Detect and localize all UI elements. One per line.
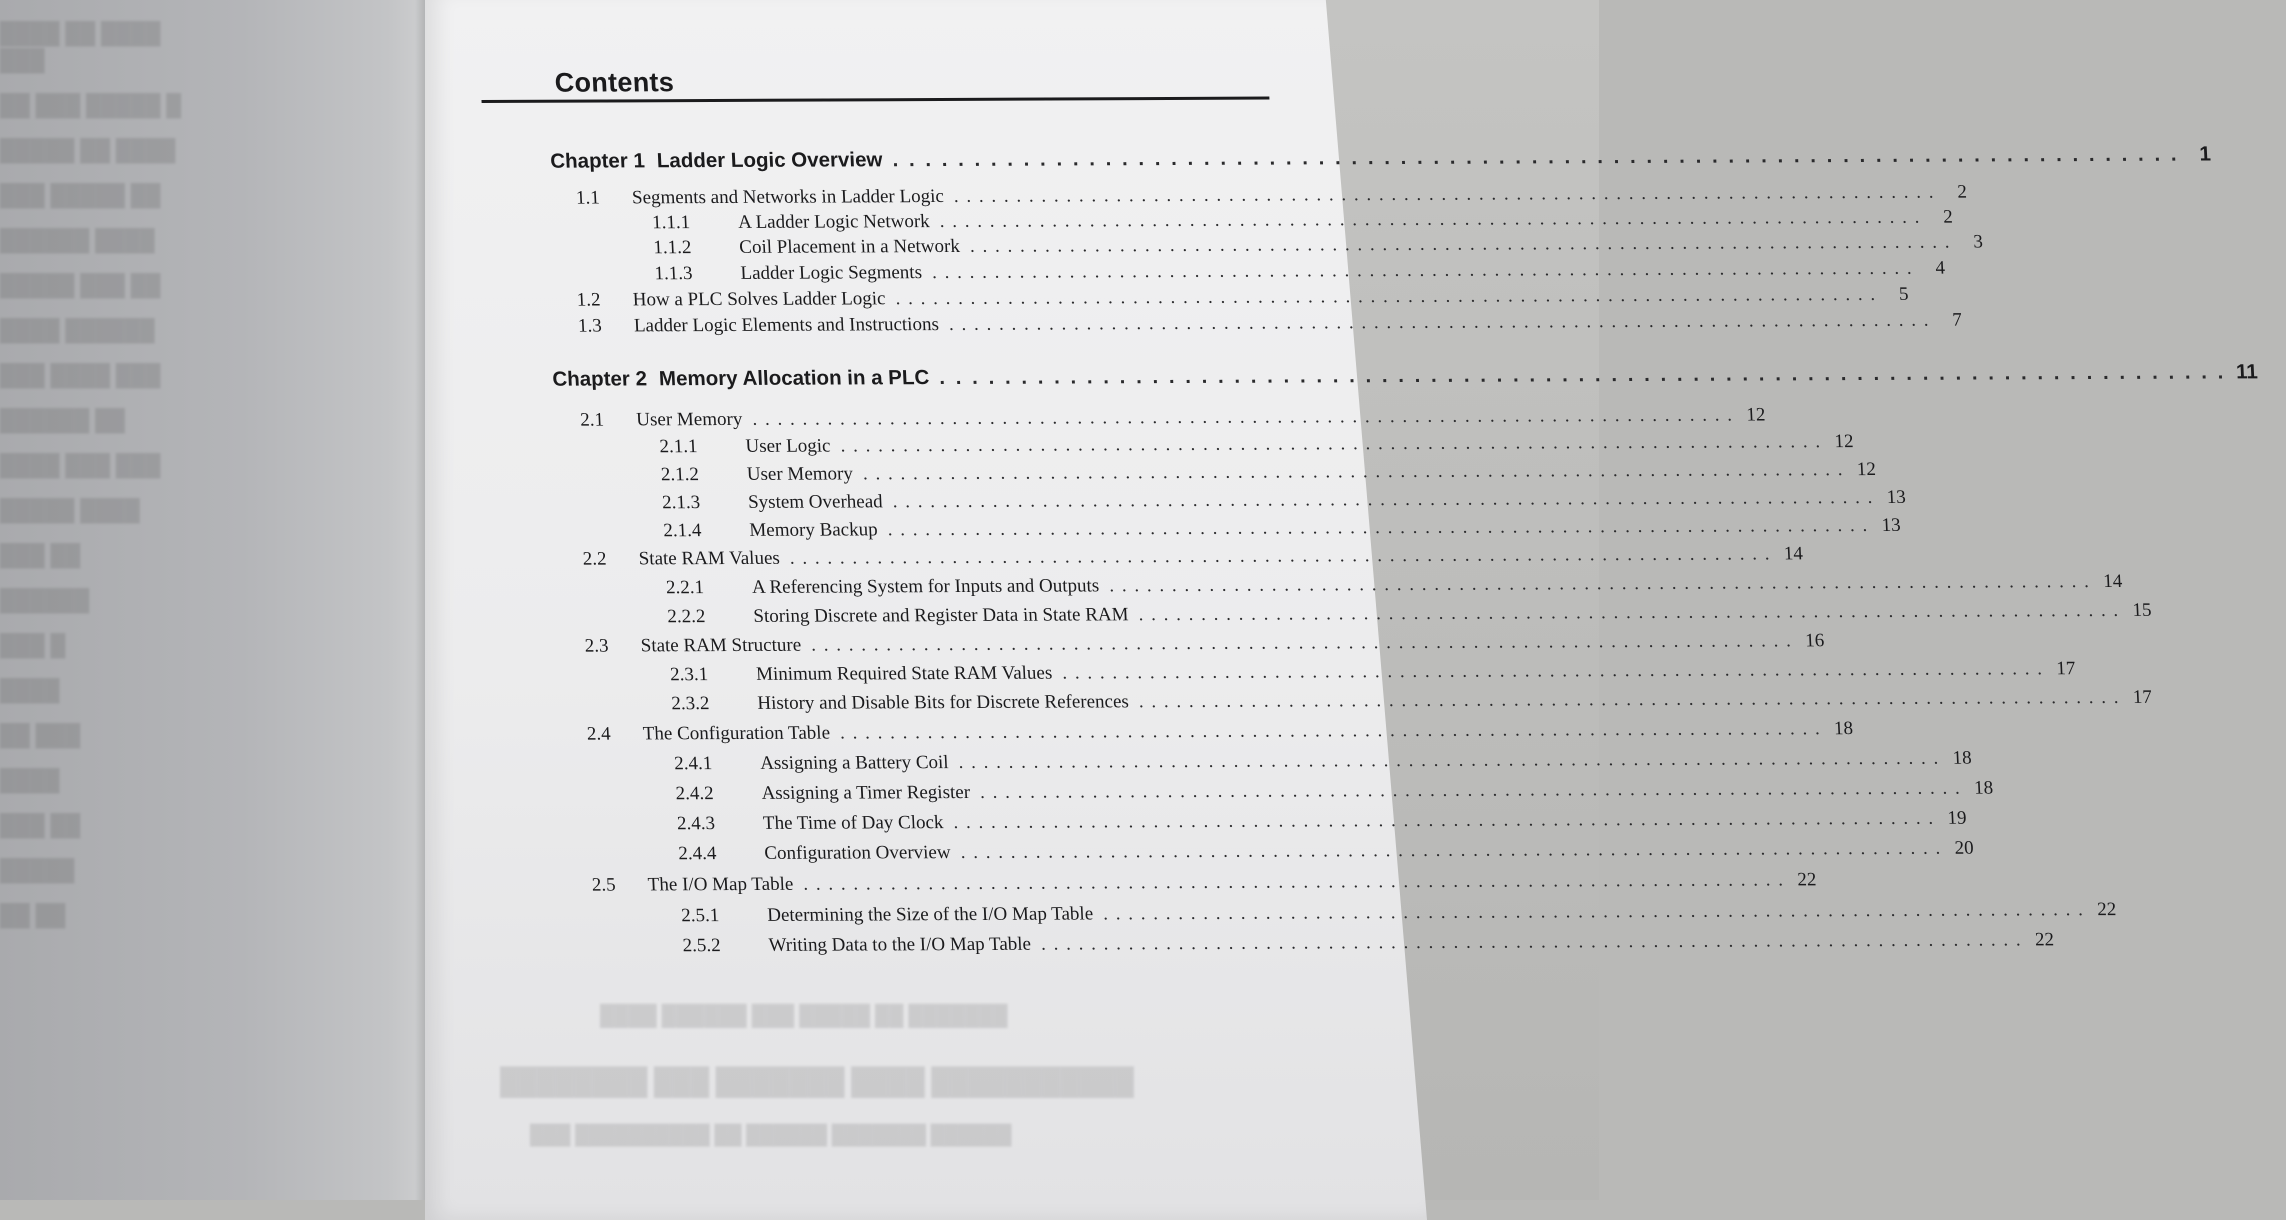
entry-number: 2.4.4 [677,843,717,865]
toc-section-entry [584,630,1825,657]
toc-section-entry [591,869,1817,896]
entry-title: Storing Discrete and Register Data in State RAM [752,604,1129,627]
table-of-contents [480,64,2259,988]
entry-number: 2.4 [586,723,612,745]
toc-subsection-entry [669,658,2076,686]
dot-leader: . . . . . . . . . . . . . . . . . . . . . . . . . . . . . . . . . . . . . . . . . . . . . . . . . . . . . . . . . . . . . . . . . . . . . . . . . . . . . . . [931,257,1914,284]
page-number: 3 [1972,231,1984,253]
dot-leader: . . . . . . . . . . . . . . . . . . . . . . . . . . . . . . . . . . . . . . . . . . . . . . . . . . . . . . . . . . . . . . . . . . . . . . . . . . . . . . . [979,777,1962,803]
dot-leader: . . . . . . . . . . . . . . . . . . . . . . . . . . . . . . . . . . . . . . . . . . . . . . . . . . . . . . . . . . . . . . . . . . . . . . . . . . . . . . . [1138,686,2121,713]
toc-subsection-entry [682,929,2055,957]
entry-number: 1.1 [575,187,601,209]
entry-number: 2.4.1 [673,753,713,775]
page-number: 2 [1956,181,1968,203]
page-number: 17 [2055,658,2076,680]
page-number: 18 [1973,777,1994,799]
toc-subsection-entry [676,807,1967,835]
contents-heading: Contents [553,67,675,98]
page-number: 22 [2096,899,2117,921]
toc-chapter-entry [551,360,2259,392]
entry-title: Configuration Overview [763,842,952,864]
entry-number: 1.1.3 [654,263,694,285]
entry-title: Determining the Size of the I/O Map Table [766,903,1094,926]
entry-title: Coil Placement in a Network [738,235,961,258]
dot-leader: . . . . . . . . . . . . . . . . . . . . . . . . . . . . . . . . . . . . . . . . . . . . . . . . . . . . . . . . . . . . . . . . . . . . . . . . . . . . . . . [751,404,1734,430]
dot-leader: . . . . . . . . . . . . . . . . . . . . . . . . . . . . . . . . . . . . . . . . . . . . . . . . . . . . . . . . . . . . . . . . . . . . . . . . . . . . . . . [789,543,1772,569]
page-number: 5 [1898,283,1909,305]
page-number: 18 [1833,718,1854,740]
dot-leader: . . . . . . . . . . . . . . . . . . . . . . . . . . . . . . . . . . . . . . . . . . . . . . . . . . . . . . . . . . . . . . . . . . . . . . . . . . . . . . . [948,309,1931,336]
page-number: 19 [1946,807,1967,829]
entry-number: 2.1.1 [659,436,699,458]
toc-subsection-entry [677,837,1975,865]
page-number: 18 [1952,747,1973,769]
entry-title: The Configuration Table [642,722,831,745]
page-number: 22 [1796,869,1817,891]
entry-title: A Ladder Logic Network [737,211,931,233]
toc-section-entry [577,309,1963,338]
dot-leader: . . . . . . . . . . . . . . . . . . . . . . . . . . . . . . . . . . . . . . . . . . . . . . . . . . . . . . . . . . . . . . . . . . . . . . . . . . . . . . . [1138,599,2121,626]
dot-leader: . . . . . . . . . . . . . . . . . . . . . . . . . . . . . . . . . . . . . . . . . . . . . . . . . . . . . . . . . . . . . . . . . . . . . . . . . . . . . . . [939,206,1922,233]
page-number: 15 [2132,599,2153,621]
entry-title: The Time of Day Clock [762,812,944,834]
entry-number: 2.2.2 [666,606,706,628]
chapter-label: Chapter 2 [551,367,648,391]
toc-subsection-entry [651,206,1954,235]
dot-leader: . . . . . . . . . . . . . . . . . . . . . . . . . . . . . . . . . . . . . . . . . . . . . . . . . . . . . . . . . . . . . . . . . . . . . . . . . . . . . . . [892,487,1875,513]
entry-number: 2.3.2 [670,693,710,715]
entry-title: Segments and Networks in Ladder Logic [631,186,945,209]
page-number: 14 [2102,570,2123,593]
toc-subsection-entry [675,777,1994,805]
dot-leader: . . . . . . . . . . . . . . . . . . . . . . . . . . . . . . . . . . . . . . . . . . . . . . . . . . . . . . . . . . . . . . . . . . . . . . . . . . . . . . . [887,515,1870,541]
page-number: 1 [2198,142,2212,166]
dot-leader: . . . . . . . . . . . . . . . . . . . . . . . . . . . . . . . . . . . . . . . . . . . . . . . . . . . . . . . . . . . . . . . . . . . . . . . . . . . . . . . [969,231,1952,257]
entry-title: Memory Backup [748,519,879,541]
dot-leader: . . . . . . . . . . . . . . . . . . . . . . . . . . . . . . . . . . . . . . . . . . . . . . . . . . . . . . . . . . . . . . . . . . . . . . . . . . . . . . . [839,718,1822,744]
page-number: 20 [1954,837,1975,859]
entry-title: The I/O Map Table [647,873,794,896]
page-number: 13 [1886,486,1907,508]
entry-title: Ladder Logic Elements and Instructions [633,314,940,337]
entry-number: 2.1.3 [661,492,701,514]
entry-title: System Overhead [747,491,884,513]
faint-bleed-through-text: ████ ██████ ███ █████ ██ ███████ ████████ ███ ███████ ████ ███████████ ███ ██████████ ██ ██████ ███████ ██████ [500,1005,1134,1146]
entry-number: 2.2.1 [665,577,705,599]
page-number: 12 [1834,431,1854,453]
toc-section-entry [576,283,1909,312]
entry-title: Minimum Required State RAM Values [755,662,1053,685]
dot-leader: . . . . . . . . . . . . . . . . . . . . . . . . . . . . . . . . . . . . . . . . . . . . . . . . . . . . . . . . . . . . . . . . . . . . . . . . . . . . . . . [960,837,1943,864]
entry-number: 2.1.2 [660,464,700,486]
dot-leader: . . . . . . . . . . . . . . . . . . . . . . . . . . . . . . . . . . . . . . . . . . . . . . . . . . . . . . . . . . . . . . . . . . . . . . . . . . . . . . . [958,747,1941,774]
page-number: 13 [1881,514,1902,536]
toc-subsection-entry [654,257,1946,286]
entry-number: 2.3.1 [669,664,709,686]
page-number: 2 [1942,206,1954,228]
entry-number: 1.1.1 [651,212,691,234]
entry-number: 2.5.2 [682,935,722,957]
dot-leader: . . . . . . . . . . . . . . . . . . . . . . . . . . . . . . . . . . . . . . . . . . . . . . . . . . . . . . . . . . . . . . . . . . . . . . . . . . . . . . . [952,807,1935,834]
entry-number: 1.1.2 [652,237,692,259]
left-page [0,0,440,1200]
dot-leader: . . . . . . . . . . . . . . . . . . . . . . . . . . . . . . . . . . . . . . . . . . . . . . . . . . . . . . . . . . . . . . . . . . . . . . . . . . . . . . . [802,869,1785,895]
toc-chapter-entry [549,142,2212,174]
dot-leader: . . . . . . . . . . . . . . . . . . . . . . . . . . . . . . . . . . . . . . . . . . . . . . . . . . . . . . . . . . . . . . . . . . . . . . . . . . . . . . . [839,431,1822,457]
page-number: 4 [1935,257,1946,279]
page-number: 22 [2034,929,2055,951]
entry-number: 2.5 [591,874,617,896]
entry-number: 2.5.1 [680,905,720,927]
entry-title: Writing Data to the I/O Map Table [768,933,1032,956]
toc-section-entry [575,181,1968,210]
chapter-title: Memory Allocation in a PLC [658,366,930,391]
entry-number: 2.1.4 [662,520,702,542]
page-number: 17 [2132,686,2153,708]
chapter-title: Ladder Logic Overview [656,148,883,173]
dot-leader: . . . . . . . . . . . . . . . . . . . . . . . . . . . . . . . . . . . . . . . . . . . . . . . . . . . . . . . . . . . . . . . . . . . . . . . . . . . . . . . [1040,929,2023,955]
entry-title: A Referencing System for Inputs and Outputs [751,575,1100,598]
dot-leader: . . . . . . . . . . . . . . . . . . . . . . . . . . . . . . . . . . . . . . . . . . . . . . . . . . . . . . . . . . . . . . . . . . . . . . . . . . . . . . . [894,283,1877,310]
entry-number: 2.4.2 [675,783,715,805]
page-number: 14 [1783,543,1804,565]
dot-leader: . . . . . . . . . . . . . . . . . . . . . . . . . . . . . . . . . . . . . . . . . . . . . . . . . . . . . . . . . . . . . . . . . . . . . . . . . . . . . . . [938,360,2227,390]
page-number: 16 [1804,630,1825,652]
entry-title: How a PLC Solves Ladder Logic [632,288,886,311]
toc-subsection-entry [680,899,2117,927]
dot-leader: . . . . . . . . . . . . . . . . . . . . . . . . . . . . . . . . . . . . . . . . . . . . . . . . . . . . . . . . . . . . . . . . . . . . . . . . . . . . . . . [953,181,1936,207]
entry-title: History and Disable Bits for Discrete References [756,691,1130,714]
toc-subsection-entry [665,570,2123,599]
toc-section-entry [582,543,1804,570]
toc-section-entry [586,718,1854,745]
dot-leader: . . . . . . . . . . . . . . . . . . . . . . . . . . . . . . . . . . . . . . . . . . . . . . . . . . . . . . . . . . . . . . . . . . . . . . . . . . . . . . . [1061,658,2044,684]
toc-subsection-entry [652,231,1984,260]
entry-title: User Logic [745,435,831,457]
toc-subsection-entry [660,458,1877,486]
entry-number: 2.1 [579,409,605,431]
entry-number: 2.4.3 [676,813,716,835]
entry-number: 1.2 [576,289,601,311]
toc-subsection-entry [661,486,1907,514]
dot-leader: . . . . . . . . . . . . . . . . . . . . . . . . . . . . . . . . . . . . . . . . . . . . . . . . . . . . . . . . . . . . . . . . . . . . . . . . . . . . . . . [891,142,2180,172]
entry-title: State RAM Values [638,547,781,570]
page-number: 7 [1951,309,1963,331]
entry-number: 1.3 [577,315,603,337]
toc-section-entry [579,404,1766,431]
dot-leader: . . . . . . . . . . . . . . . . . . . . . . . . . . . . . . . . . . . . . . . . . . . . . . . . . . . . . . . . . . . . . . . . . . . . . . . . . . . . . . . [1108,571,2091,597]
page-number: 12 [1856,458,1877,481]
page-number: 12 [1745,404,1766,426]
toc-subsection-entry [673,747,1973,775]
entry-number: 2.3 [584,635,609,657]
entry-title: Assigning a Battery Coil [759,752,950,774]
entry-number: 2.2 [582,548,607,570]
dot-leader: . . . . . . . . . . . . . . . . . . . . . . . . . . . . . . . . . . . . . . . . . . . . . . . . . . . . . . . . . . . . . . . . . . . . . . . . . . . . . . . [862,459,1845,485]
chapter-label: Chapter 1 [549,149,646,173]
dot-leader: . . . . . . . . . . . . . . . . . . . . . . . . . . . . . . . . . . . . . . . . . . . . . . . . . . . . . . . . . . . . . . . . . . . . . . . . . . . . . . . [810,630,1793,656]
entry-title: State RAM Structure [640,634,802,657]
entry-title: Assigning a Timer Register [761,782,971,804]
toc-subsection-entry [662,514,1902,542]
entry-title: Ladder Logic Segments [740,262,923,284]
left-page-faint-text: ████ ██ ████ ███ ██ ███ █████ █ █████ ██ ████ ███ █████ ██ ██████ ████ █████ ███ ██ ████ ██████ ███ ████ ███ ██████ ██ ████ ███ ███ █████ ████ ███ ██ ██████ ███ █ ████ ██ ███ ████ ███ ██ █████ ██ ██ [0,22,182,927]
page-number: 11 [2235,360,2259,384]
entry-title: User Memory [635,408,743,431]
toc-subsection-entry [659,431,1854,458]
toc-subsection-entry [666,599,2153,628]
entry-title: User Memory [746,463,854,485]
dot-leader: . . . . . . . . . . . . . . . . . . . . . . . . . . . . . . . . . . . . . . . . . . . . . . . . . . . . . . . . . . . . . . . . . . . . . . . . . . . . . . . [1102,899,2085,925]
toc-subsection-entry [670,686,2153,715]
